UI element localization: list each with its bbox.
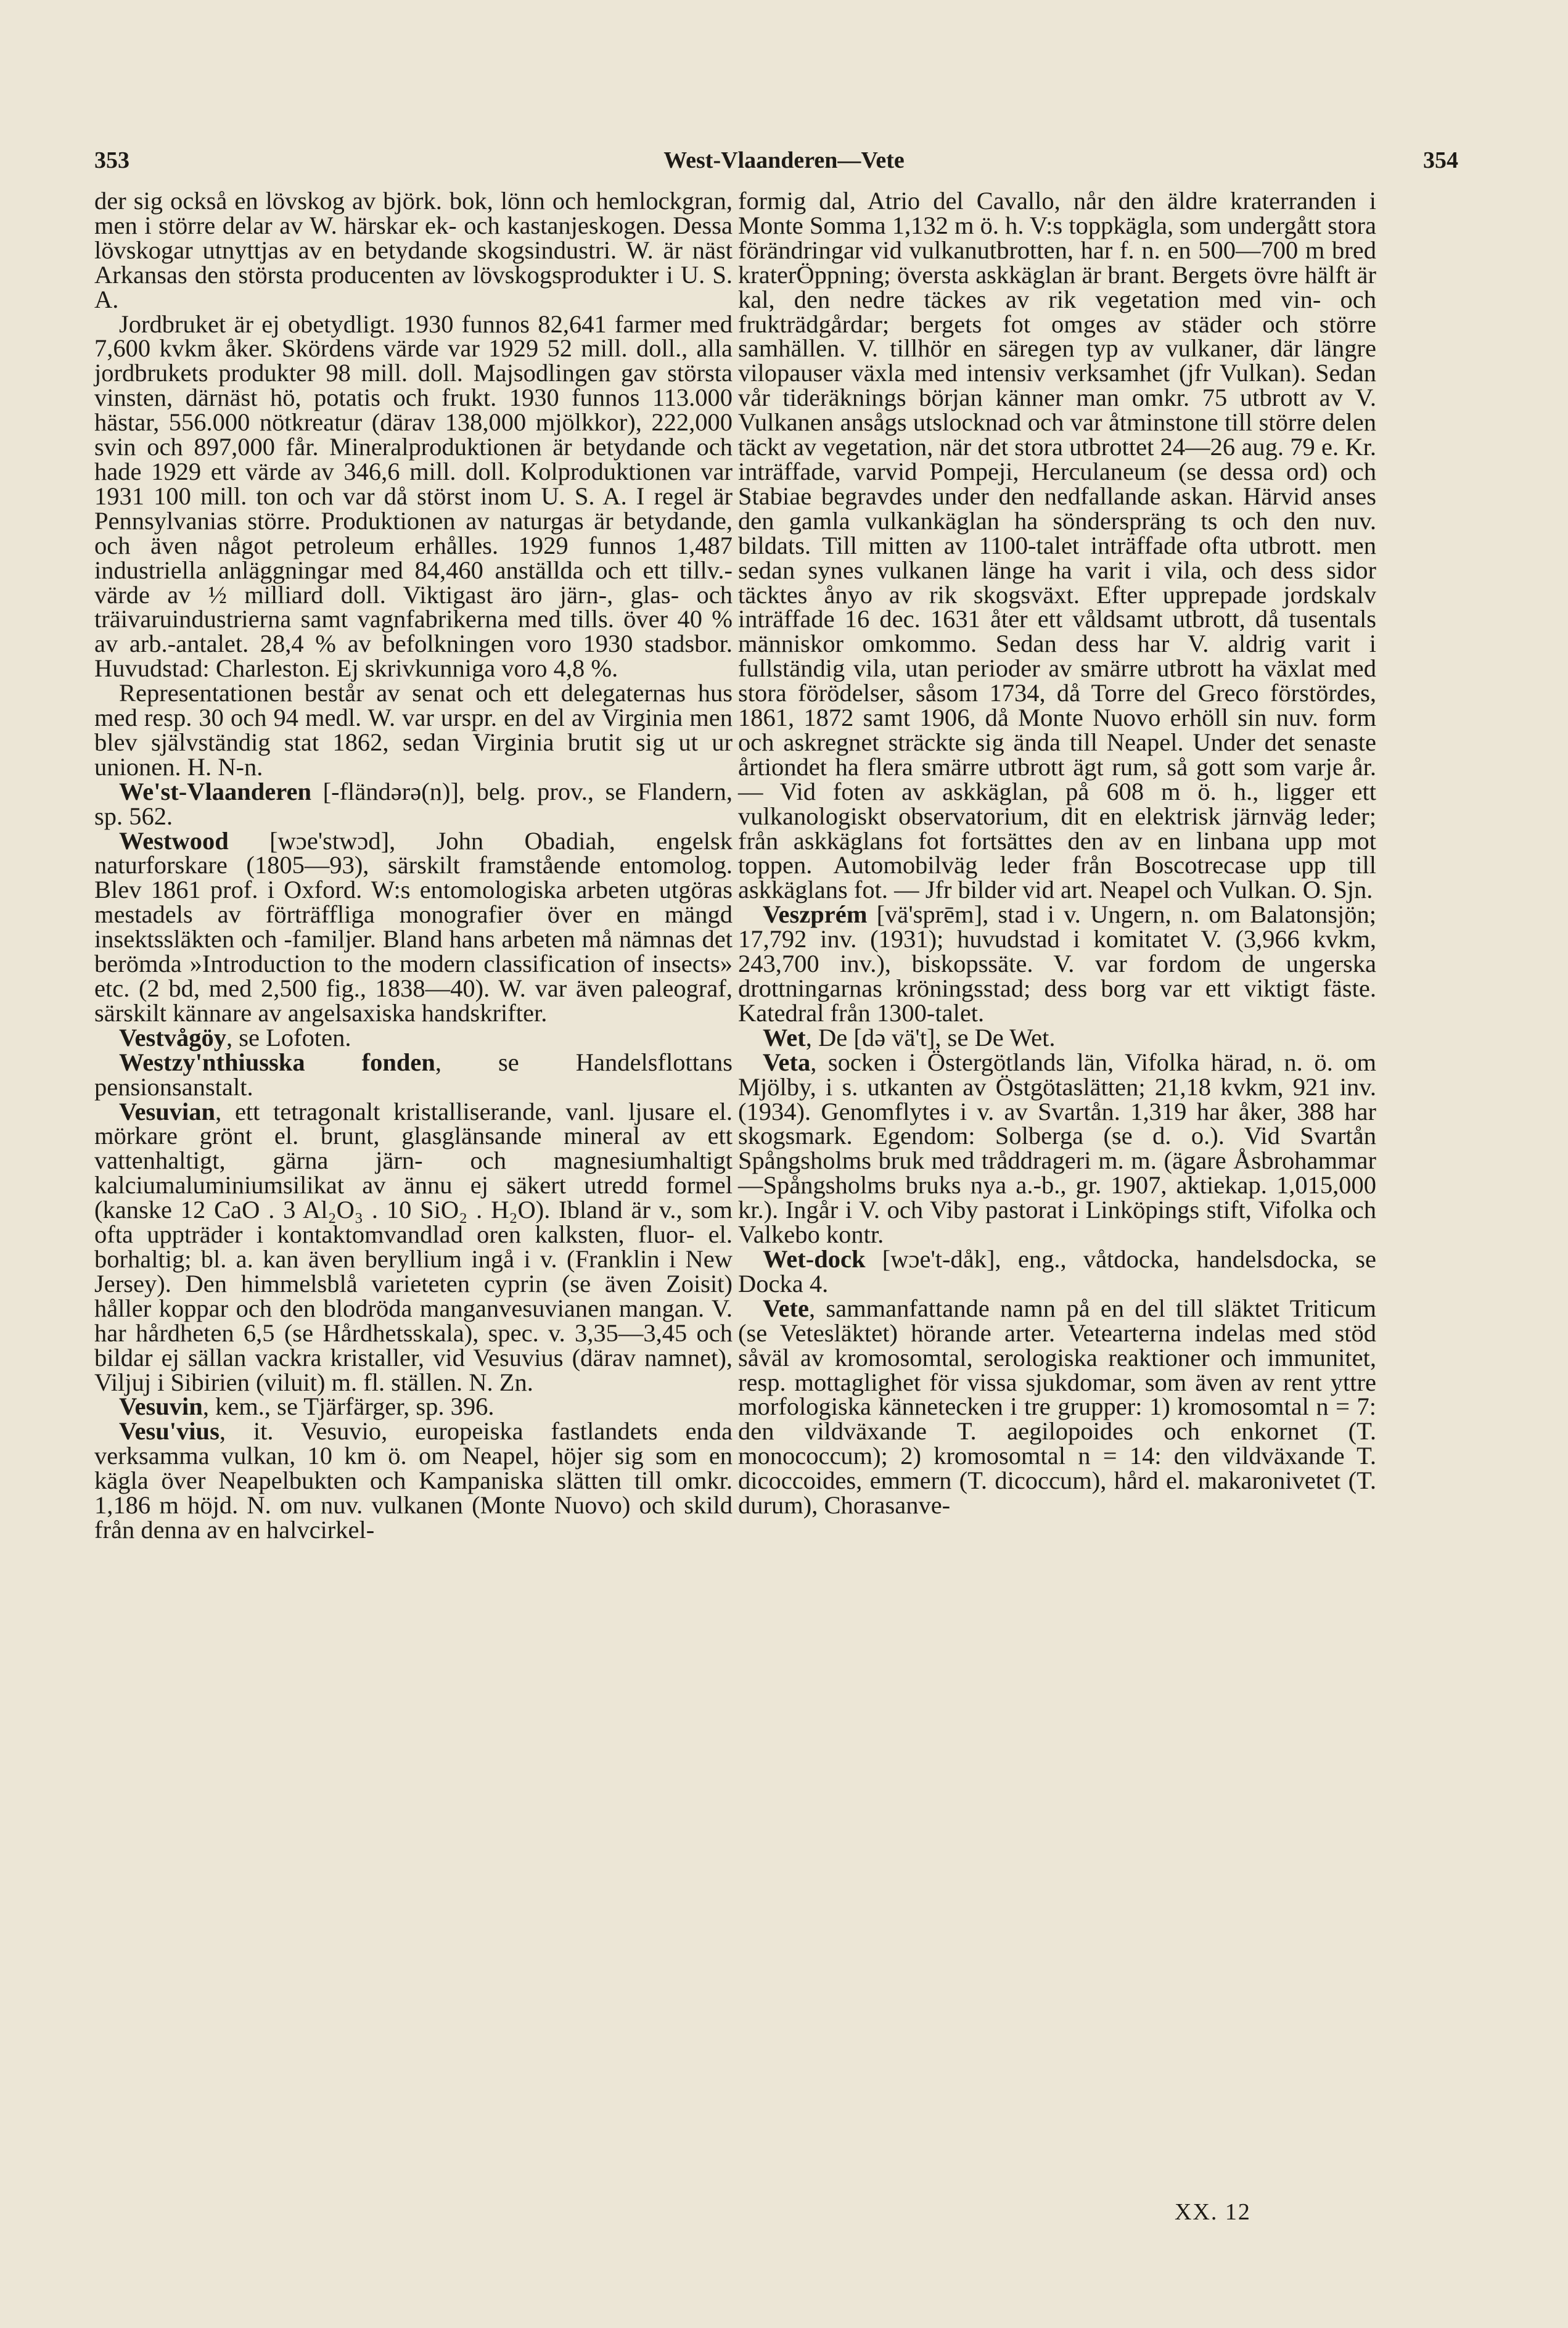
entry-text: Jordbruket är ej obetydligt. 1930 funnos 82,641 farmer med 7,600 kvkm åker. Skördens värde var 1929 52 mill. doll., alla jordbrukets produkter 98 mill. doll. Majsodlingen gav största vinsten, därnäst hö, potatis och frukt. 1930 funnos 113.000 hästar, 556.000 nötkreatur (därav 138,000 mjölkkor), 222,000 svin och 897,000 får. Mineralproduktionen är betydande och hade 1929 ett värde av 346,6 mill. doll. Kolproduktionen var 1931 100 mill. ton och var då störst inom U. S. A. I regel är Pennsylvanias större. Produktionen av naturgas är betydande, och även något petroleum erhålles. 1929 funnos 1,487 industriella anläggningar med 84,460 anställda och ett tillv.-värde av ½ milliard doll. Viktigast äro järn-, glas- och träivaruindustrierna samt vagnfabrikerna med tills. över 40 % av arb.-antalet. 28,4 % av befolkningen voro 1930 stadsbor. Huvudstad: Charleston. Ej skrivkunniga voro 4,8 %. xyxy=(94,310,733,683)
article-entry xyxy=(94,1097,733,1396)
entry-text: , se Lofoten. xyxy=(226,1023,351,1051)
entry-headword: Vesu'vius xyxy=(119,1417,220,1446)
article-entry xyxy=(738,1296,1376,1518)
right-column xyxy=(738,189,1376,1518)
running-title: West-Vlaanderen—Vete xyxy=(663,147,905,173)
entry-headword: Vesuvian xyxy=(119,1097,216,1125)
entry-headword: Veta xyxy=(763,1048,811,1076)
entry-text: der sig också en lövskog av björk. bok, lönn och hemlockgran, men i större delar av W. härskar ek- och kastanjeskogen. Dessa lövskogar utnyttjas av en betydande skogsindustri. W. är näst Arkansas den största producenten av lövskogsprodukter i U. S. A. xyxy=(94,187,733,313)
entry-headword: Westwood xyxy=(119,826,229,855)
entry-text: , se Handelsflottans pensionsanstalt. xyxy=(94,1048,733,1101)
paragraph xyxy=(738,189,1376,902)
entry-text: , socken i Östergötlands län, Vifolka härad, n. ö. om Mjölby, i s. utkanten av Östgötaslätten; 21,18 kvkm, 921 inv. (1934). Genomflytes i v. av Svartån. 1,319 har åker, 388 har skogsmark. Egendom: Solberga (se d. o.). Vid Svartån Spångsholms bruk med tråddrageri m. m. (ägare Åsbrohammar—Spångsholms bruks nya a.-b., gr. 1907, aktiekap. 1,015,000 kr.). Ingår i V. och Viby pastorat i Linköpings stift, Vifolka och Valkebo kontr. xyxy=(738,1048,1376,1249)
article-entry xyxy=(94,1394,733,1419)
entry-text: formig dal, Atrio del Cavallo, når den äldre kraterranden i Monte Somma 1,132 m ö. h. V:s toppkägla, som undergått stora förändringar vid vulkanutbrotten, har f. n. en 500—700 m bred kraterÖppning; översta askkäglan är brant. Bergets övre hälft är kal, den nedre täckes av rik vegetation med vin- och frukträdgårdar; bergets fot omges av städer och större samhällen. V. tillhör en säregen typ av vulkaner, där längre vilopauser växla med intensiv verksamhet (jfr Vulkan). Sedan vår tideräknings början känner man omkr. 75 utbrott av V. Vulkanen ansågs utslocknad och var åtminstone till större delen täckt av vegetation, när det stora utbrottet 24—26 aug. 79 e. Kr. inträffade, varvid Pompeji, Herculaneum (se dessa ord) och Stabiae begravdes under den nedfallande askan. Härvid anses den gamla vulkankäglan ha sönderspräng ts och den nuv. bildats. Till mitten av 1100-talet inträffade ofta utbrott. men sedan synes vulkanen länge ha varit i vila, och dess sidor täcktes ånyo av rik skogsväxt. Efter upprepade jordskalv inträffade 16 dec. 1631 åter ett våldsamt utbrott, då tusentals människor omkommo. Sedan dess har V. aldrig varit i fullständig vila, utan perioder av smärre utbrott ha växlat med stora förödelser, såsom 1734, då Torre del Greco förstördes, 1861, 1872 samt 1906, då Monte Nuovo erhöll sin nuv. form och askregnet sträckte sig ända till Neapel. Under det senaste årtiondet ha flera smärre utbrott ägt rum, så gott som varje år. — Vid foten av askkäglan, på 608 m ö. h., ligger ett vulkanologiskt observatorium, dit en elektrisk järnväg leder; från askkäglans fot fortsättes den av en linbana upp mot toppen. Automobilväg leder från Boscotrecase upp till askkäglans fot. — Jfr bilder vid art. Neapel och Vulkan. O. Sjn. xyxy=(738,187,1376,904)
entry-text: , De [də vä't], se De Wet. xyxy=(805,1023,1056,1051)
entry-text: , kem., se Tjärfärger, sp. 396. xyxy=(202,1392,495,1421)
entry-headword: Vesuvin xyxy=(119,1392,203,1421)
entry-text: , ett tetragonalt kristalliserande, vanl. ljusare el. mörkare grönt el. brunt, glasglänsande mineral av ett vattenhaltigt, gärna järn- och magnesiumhaltigt kalciumaluminiumsilikat av ännu ej säkert utredd formel (kanske 12 CaO . 3 Al₂O₃ . 10 SiO₂ . H₂O). Ibland är v., som ofta uppträder i kontaktomvandlad oren kalksten, fluor- el. borhaltig; bl. a. kan även beryllium ingå i v. (Franklin i New Jersey). Den himmelsblå varieteten cyprin (se även Zoisit) håller koppar och den blodröda manganvesuvianen mangan. V. har hårdheten 6,5 (se Hårdhetsskala), spec. v. 3,35—3,45 och bildar ej sällan vackra kristaller, vid Vesuvius (därav namnet), Viljuj i Sibirien (viluit) m. fl. ställen. N. Zn. xyxy=(94,1097,733,1396)
article-entry xyxy=(94,1023,733,1051)
article-entry xyxy=(738,1244,1376,1298)
entry-text: [vä'sprēm], stad i v. Ungern, n. om Balatonsjön; 17,792 inv. (1931); huvudstad i komitatet V. (3,966 kvkm, 243,700 inv.), biskopssäte. V. var fordom de ungerska drottningarnas kröningsstad; dess borg var ett viktigt fäste. Katedral från 1300-talet. xyxy=(738,900,1376,1027)
signature-mark: XX. 12 xyxy=(1175,2199,1251,2225)
paragraph xyxy=(94,312,733,681)
entry-headword: Wet xyxy=(763,1023,806,1051)
entry-headword: Vestvågöy xyxy=(119,1023,227,1051)
entry-headword: Vete xyxy=(763,1294,809,1322)
article-entry xyxy=(738,1023,1376,1051)
paragraph xyxy=(94,189,733,312)
article-entry xyxy=(94,826,733,1027)
entry-text: [wɔe'stwɔd], John Obadiah, engelsk naturforskare (1805—93), särskilt framstående entomolog. Blev 1861 prof. i Oxford. W:s entomologiska arbeten utgöras mestadels av förträffliga monografier över en mängd insektssläkten och -familjer. Bland hans arbeten må nämnas det berömda »Introduction to the modern classification of insects» etc. (2 bd, med 2,500 fig., 1838—40). W. var även paleograf, särskilt kännare av angelsaxiska handskrifter. xyxy=(94,826,733,1027)
entry-text: Representationen består av senat och ett delegaternas hus med resp. 30 och 94 medl. W. var urspr. en del av Virginia men blev självständig stat 1862, sedan Virginia brutit sig ut ur unionen. H. N-n. xyxy=(94,679,733,781)
entry-headword: Veszprém xyxy=(763,900,868,929)
article-entry xyxy=(738,902,1376,1026)
entry-text: , sammanfattande namn på en del till släktet Triticum (se Vetesläktet) hörande arter. Vetearterna indelas med stöd såväl av kromosomtal, serologiska reaktioner och immunitet, resp. mottaglighet för vissa sjukdomar, som även av rent yttre morfologiska kännetecken i tre grupper: 1) kromosomtal n = 7: den vildväxande T. aegilopoides och enkornet (T. monococcum); 2) kromosomtal n = 14: den vildväxande T. dicoccoides, emmern (T. dicoccum), hård el. makaronivetet (T. durum), Chorasanve- xyxy=(738,1294,1376,1520)
entry-text: [wɔe't-dåk], eng., våtdocka, handelsdocka, se Docka 4. xyxy=(738,1244,1376,1298)
entry-headword: We'st-Vlaanderen xyxy=(119,777,311,805)
page-number-left: 353 xyxy=(94,147,129,173)
paragraph xyxy=(94,681,733,779)
entry-headword: Westzy'nthiusska fonden xyxy=(119,1048,435,1076)
entry-text: [-fländərə(n)], belg. prov., se Flandern, sp. 562. xyxy=(94,777,733,830)
article-entry xyxy=(94,1050,733,1100)
article-entry xyxy=(94,1419,733,1542)
article-entry xyxy=(738,1050,1376,1247)
article-entry xyxy=(94,779,733,829)
entry-text: , it. Vesuvio, europeiska fastlandets enda verksamma vulkan, 10 km ö. om Neapel, höjer sig som en kägla över Neapelbukten och Kampaniska slätten till omkr. 1,186 m höjd. N. om nuv. vulkanen (Monte Nuovo) och skild från denna av en halvcirkel- xyxy=(94,1417,733,1544)
left-column xyxy=(94,189,733,1542)
page-number-right: 354 xyxy=(1423,147,1458,173)
entry-headword: Wet-dock xyxy=(763,1244,866,1273)
